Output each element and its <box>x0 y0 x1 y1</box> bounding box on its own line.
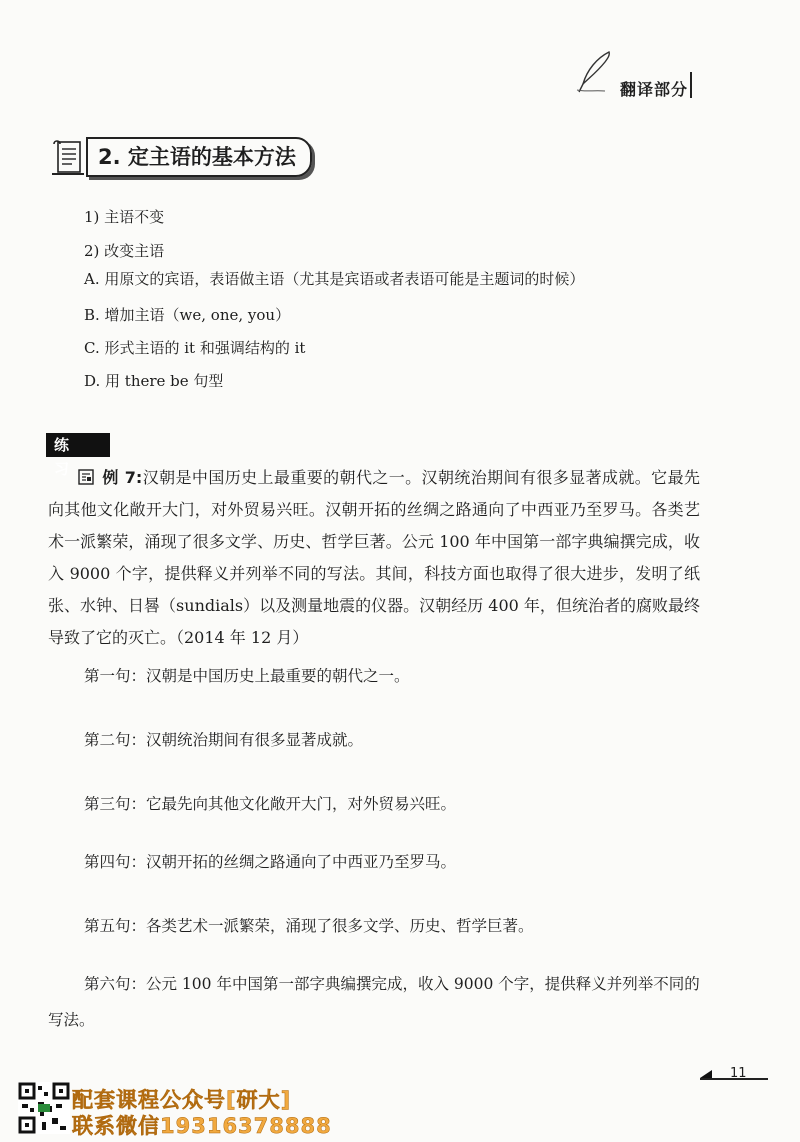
example-label: 例 7: <box>102 468 143 487</box>
sentence-line: 第五句：各类艺术一派繁荣，涌现了很多文学、历史、哲学巨著。 <box>84 917 534 935</box>
header-title: 翻译部分 <box>620 80 689 99</box>
scroll-icon <box>50 138 86 178</box>
watermark-line-2: 联系微信19316378888 <box>72 1114 332 1138</box>
sentence-line: 第六句：公元 100 年中国第一部字典编撰完成，收入 9000 个字，提供释义并列举不同的写法。 <box>48 975 700 1029</box>
page-marker-triangle <box>700 1070 712 1078</box>
method-item: B. 增加主语（we, one, you） <box>84 306 291 324</box>
header-divider <box>690 72 692 98</box>
document-icon <box>78 469 94 485</box>
page-number: 11 <box>730 1066 747 1081</box>
method-item: 2) 改变主语 <box>84 242 165 260</box>
practice-label: 练习 <box>46 433 110 457</box>
sentence-line: 第一句：汉朝是中国历史上最重要的朝代之一。 <box>84 667 410 685</box>
sentence-line: 第二句：汉朝统治期间有很多显著成就。 <box>84 731 364 749</box>
feather-quill-icon <box>575 50 615 94</box>
method-item: A. 用原文的宾语，表语做主语（尤其是宾语或者表语可能是主题词的时候） <box>84 270 585 288</box>
watermark-line-1: 配套课程公众号[研大] <box>72 1088 292 1112</box>
example-paragraph <box>48 462 700 654</box>
sentence-line: 第三句：它最先向其他文化敞开大门，对外贸易兴旺。 <box>84 795 457 813</box>
method-item: D. 用 there be 句型 <box>84 372 224 390</box>
section-title: 2. 定主语的基本方法 <box>86 137 312 177</box>
example-text: 汉朝是中国历史上最重要的朝代之一。汉朝统治期间有很多显著成就。它最先向其他文化敞开大门，对外贸易兴旺。汉朝开拓的丝绸之路通向了中西亚乃至罗马。各类艺术一派繁荣，涌现了很多文学、历史、哲学巨著。公元 100 年中国第一部字典编撰完成，收入 9000 个字，提供释义并列举不同的写法。其间，科技方面也取得了很大进步，发明了纸张、水钟、日晷（sundials）以及测量地震的仪器。汉朝经历 400 年，但统治者的腐败最终导致了它的灭亡。（2014 年 12 月） <box>48 468 700 647</box>
sentence-line: 第四句：汉朝开拓的丝绸之路通向了中西亚乃至罗马。 <box>84 853 457 871</box>
method-item: C. 形式主语的 it 和强调结构的 it <box>84 339 306 357</box>
qr-code-icon <box>18 1082 70 1134</box>
method-item: 1) 主语不变 <box>84 208 165 226</box>
